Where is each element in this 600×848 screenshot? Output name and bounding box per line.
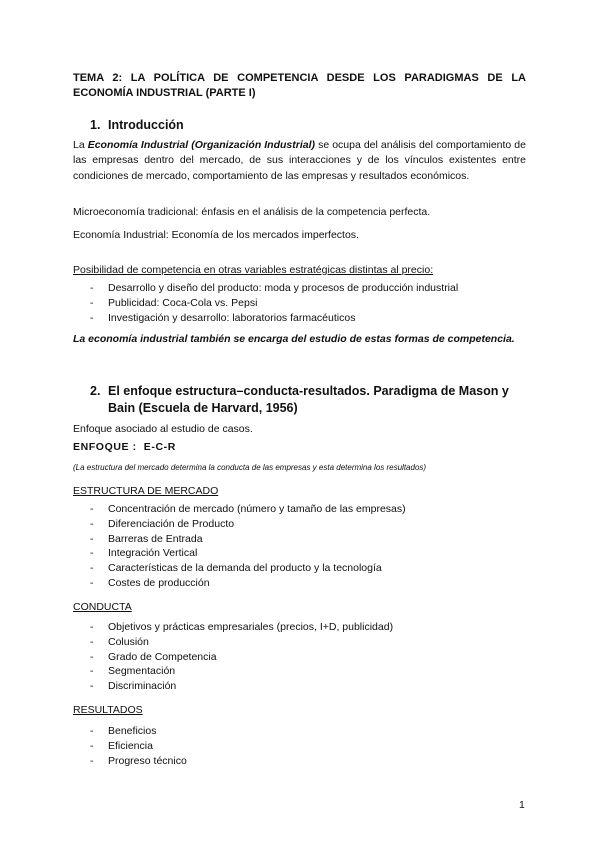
resultados-list [90,724,187,768]
bullet-dash: - [90,547,94,560]
economia-industrial-line: Economía Industrial: Economía de los mercados imperfectos. [73,229,359,241]
case-study-line: Enfoque asociado al estudio de casos. [73,423,253,435]
resultados-heading: RESULTADOS [73,704,143,716]
estructura-list [90,502,406,591]
list-item: - Costes de producción [90,576,210,589]
enfoque-value: E-C-R [143,441,176,453]
microeconomia-line: Microeconomía tradicional: énfasis en el análisis de la competencia perfecta. [73,206,431,218]
list-item: - Publicidad: Coca-Cola vs. Pepsi [90,296,258,309]
intro-paragraph [73,138,526,184]
section-1-number: 1. [90,118,101,132]
enfoque-line [73,441,176,453]
list-item: - Concentración de mercado (número y tamaño de las empresas) [90,503,406,515]
list-item: - Eficiencia [90,739,153,752]
bullet-dash: - [90,576,94,589]
bullet-dash: - [90,635,94,648]
bullet-dash: - [90,282,94,294]
enfoque-label: ENFOQUE : [73,441,137,453]
list-item: - Diferenciación de Producto [90,517,235,530]
intro-rest: se ocupa del análisis del comportamiento de las empresas dentro del mercado, de sus interacciones y de los vínculos existentes entre condiciones de mercado, comportamiento de las empresas y resultados económicos. [73,139,526,182]
conducta-list [90,620,393,694]
list-item: - Barreras de Entrada [90,532,203,545]
bullet-dash: - [90,562,94,575]
document-title: TEMA 2: LA POLÍTICA DE COMPETENCIA DESDE LOS PARADIGMAS DE LA ECONOMÍA INDUSTRIAL (PARTE I) [73,72,526,99]
list-item: - Grado de Competencia [90,650,217,663]
list-item: - Características de la demanda del producto y la tecnología [90,562,382,575]
list-item: - Beneficios [90,725,157,737]
conducta-heading: CONDUCTA [73,601,132,613]
list-item: - Integración Vertical [90,547,198,560]
bullet-dash: - [90,680,94,693]
possibility-heading: Posibilidad de competencia en otras variables estratégicas distintas al precio: [73,264,434,276]
bullet-dash: - [90,665,94,678]
enfoque-note: (La estructura del mercado determina la conducta de las empresas y esta determina los resultados) [73,463,427,472]
possibility-list [90,281,458,325]
bullet-dash: - [90,725,94,737]
bullet-dash: - [90,517,94,530]
estructura-heading: ESTRUCTURA DE MERCADO [73,485,219,497]
bullet-dash: - [90,650,94,663]
bullet-dash: - [90,754,94,767]
intro-emphasis: Economía Industrial (Organización Industrial) [87,139,316,151]
section-2-number: 2. [90,384,101,398]
list-item: - Progreso técnico [90,754,187,767]
bullet-dash: - [90,311,94,324]
section-2-title: El enfoque estructura–conducta-resultados. Paradigma de Mason y Bain (Escuela de Harvard, 1956) [108,384,509,415]
section-1-title: Introducción [108,118,184,132]
page-number: 1 [519,799,525,811]
conclusion-paragraph: La economía industrial también se encarga del estudio de estas formas de competencia. [73,333,515,345]
bullet-dash: - [90,503,94,515]
list-item: - Desarrollo y diseño del producto: moda y procesos de producción industrial [90,282,459,294]
list-item: - Colusión [90,635,149,648]
list-item: - Investigación y desarrollo: laboratorios farmacéuticos [90,311,356,324]
bullet-dash: - [90,532,94,545]
list-item: - Segmentación [90,665,176,678]
bullet-dash: - [90,621,94,633]
list-item: - Discriminación [90,680,177,693]
list-item: - Objetivos y prácticas empresariales (precios, I+D, publicidad) [90,621,394,633]
intro-prefix: La [73,139,88,151]
bullet-dash: - [90,296,94,309]
bullet-dash: - [90,739,94,752]
